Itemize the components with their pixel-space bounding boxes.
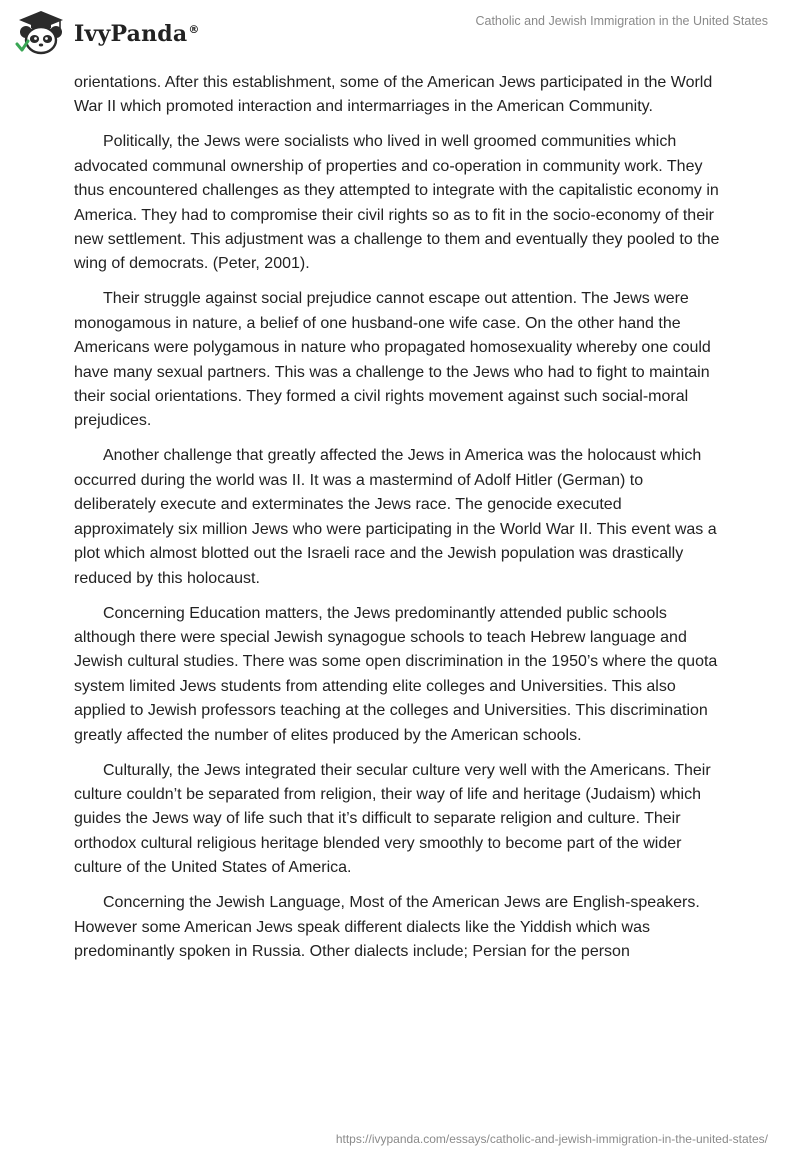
brand-name: IvyPanda® [74, 21, 200, 47]
document-title: Catholic and Jewish Immigration in the United States [475, 14, 768, 28]
paragraph: Politically, the Jews were socialists who lived in well groomed communities which advocated communal ownership of properties and co-operation in community work. They thus encountered challenges as they attempted to integrate with the capitalistic economy in America. They had to compromise their civil rights so as to fit in the socio-economy of their new settlement. This adjustment was a challenge to them and eventually they pooled to the wing of democrats. (Peter, 2001). [74, 133, 720, 273]
paragraph: Another challenge that greatly affected the Jews in America was the holocaust which occurred during the world was II. It was a mastermind of Adolf Hitler (German) to deliberately execute and exterminates the Jews race. The genocide executed approximately six million Jews who were participating in the World War II. This event was a plot which almost blotted out the Israeli race and the Jewish population was drastically reduced by this holocaust. [74, 447, 717, 587]
paragraph: Their struggle against social prejudice cannot escape out attention. The Jews were monogamous in nature, a belief of one husband-one wife case. On the other hand the Americans were polygamous in nature who propagated homosexuality whereby one could have many sexual partners. This was a challenge to the Jews who had to fight to maintain their social orientations. They formed a civil rights movement against such social-moral prejudices. [74, 290, 711, 430]
brand-logo[interactable] [14, 8, 200, 56]
paragraph: orientations. After this establishment, some of the American Jews participated in the World War II which promoted interaction and intermarriages in the American Community. [74, 74, 713, 116]
paragraph: Concerning Education matters, the Jews predominantly attended public schools although there were special Jewish synagogue schools to teach Hebrew language and Jewish cultural studies. There was some open discrimination in the 1950’s where the quota system limited Jews students from attending elite colleges and Universities. This also applied to Jewish professors teaching at the colleges and Universities. This discrimination greatly affected the number of elites produced by the American schools. [74, 604, 718, 744]
registered-mark: ® [188, 22, 200, 36]
source-url-link[interactable]: https://ivypanda.com/essays/catholic-and-jewish-immigration-in-the-united-states/ [335, 1132, 768, 1146]
panda-graduate-logo-icon [14, 8, 68, 56]
paragraph: Concerning the Jewish Language, Most of the American Jews are English-speakers. However some American Jews speak different dialects like the Yiddish which was predominantly spoken in Russia. Other dialects include; Persian for the person [74, 894, 700, 960]
paragraph: Culturally, the Jews integrated their secular culture very well with the Americans. Their culture couldn’t be separated from religion, their way of life and heritage (Judaism) which guides the Jews way of life such that it’s difficult to separate religion and culture. Their orthodox cultural religious heritage blended very smoothly to become part of the wider culture of the United States of America. [74, 761, 711, 877]
essay-body [74, 71, 724, 975]
page-header [0, 0, 800, 66]
